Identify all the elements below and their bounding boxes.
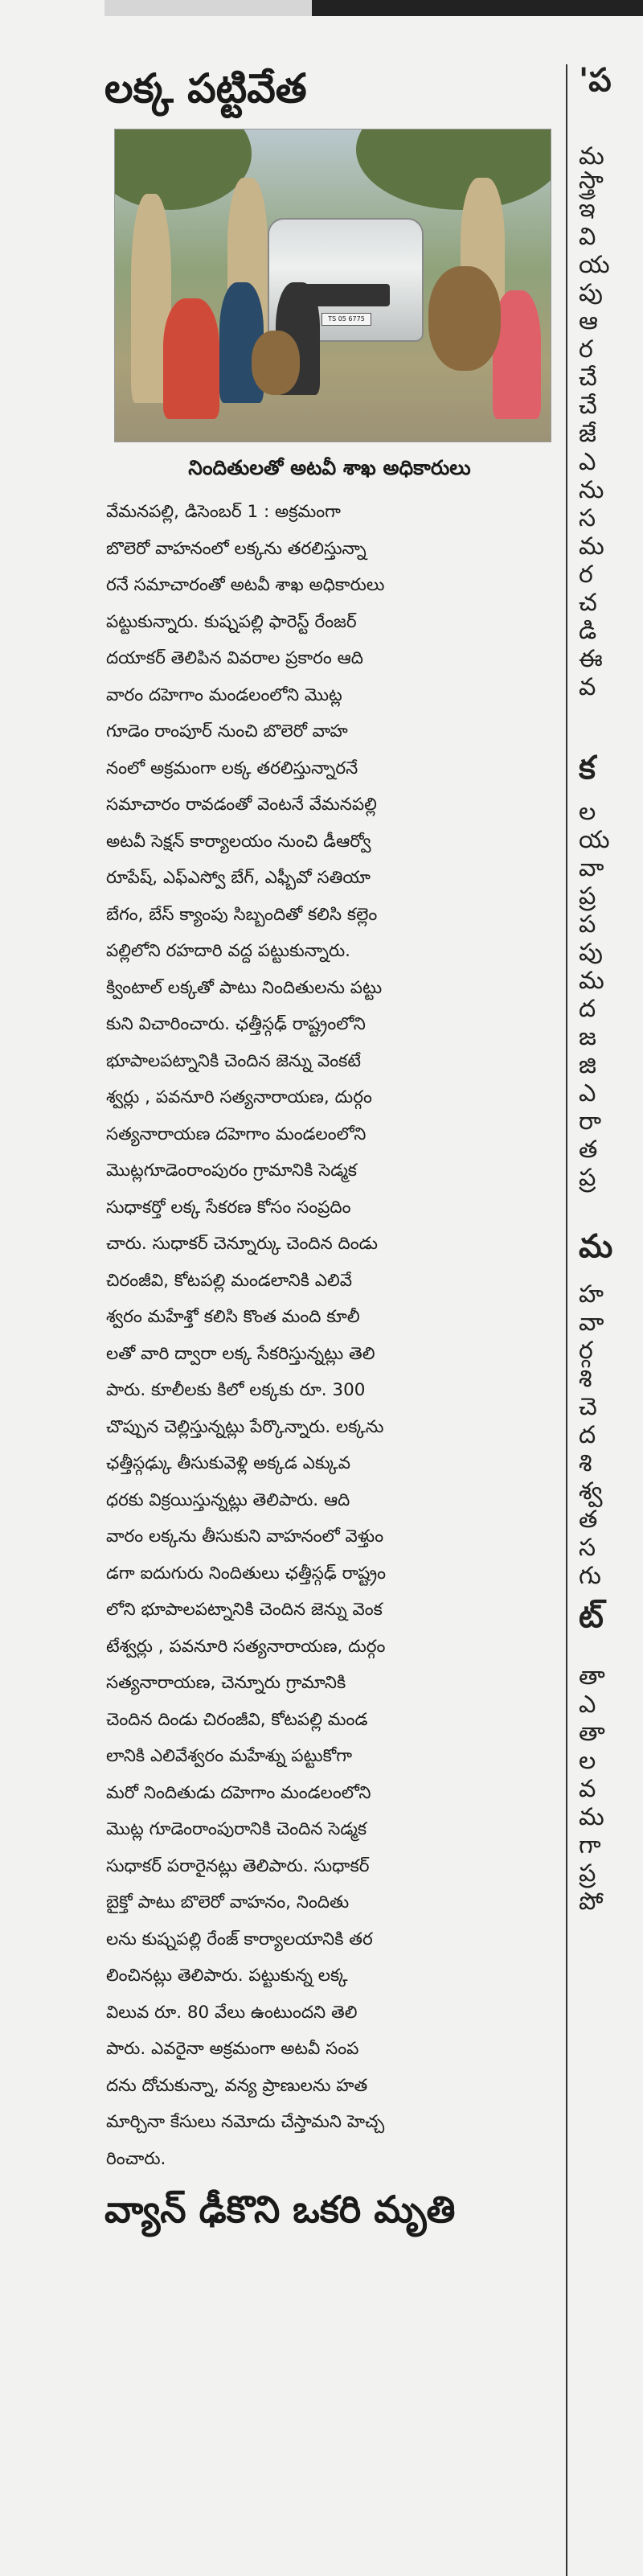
adjacent-column-fragment: ప్ర bbox=[579, 882, 596, 910]
article-body-line: లను కుష్నపల్లి రేంజ్ కార్యాలయానికి తర bbox=[106, 1929, 373, 1949]
article-body-line: శ్వర్లు , పవనూరి సత్యనారాయణ, దుర్గం bbox=[106, 1087, 372, 1107]
adjacent-column-fragment: పు bbox=[579, 279, 603, 307]
adjacent-column-fragment: వా bbox=[579, 854, 604, 882]
adjacent-column-fragment: జ bbox=[579, 1023, 596, 1051]
article-body-line: లానికి ఎలివేశ్వరం మహేశ్ను పట్టుకోగా bbox=[106, 1746, 353, 1766]
article-body-line: పట్టుకున్నారు. కుష్నపల్లి ఫారెస్ట్ రేంజర్ bbox=[106, 611, 357, 632]
adjacent-column-fragment: ఎ bbox=[579, 448, 596, 476]
adjacent-column-fragment: పు bbox=[579, 939, 603, 967]
photo-suspect bbox=[163, 298, 219, 419]
article-body-line: మార్చినా కేసులు నమోదు చేస్తామని హెచ్చ bbox=[106, 2112, 385, 2132]
article-body-line: రనే సమాచారంతో అటవీ శాఖ అధికారులు bbox=[106, 575, 385, 595]
adjacent-column-fragment: ల bbox=[579, 1747, 596, 1775]
adjacent-column-fragment: వ bbox=[579, 1775, 596, 1803]
photo-tree bbox=[356, 129, 551, 210]
photo-sack bbox=[428, 266, 501, 371]
article-body-line: డగా ఐదుగురు నిందితులు ఛత్తీస్గఢ్ రాష్ట్రం bbox=[106, 1563, 387, 1584]
article-body-line: సమాచారం రావడంతో వెంటనే వేమనపల్లి bbox=[106, 795, 377, 815]
photo-caption: నిందితులతో అటవీ శాఖ అధికారులు bbox=[188, 456, 471, 479]
adjacent-column-fragment: ద bbox=[579, 1421, 596, 1449]
adjacent-column-fragment: ప bbox=[579, 910, 596, 939]
article-body-line: టేశ్వర్లు , పవనూరి సత్యనారాయణ, దుర్గం bbox=[106, 1636, 386, 1657]
adjacent-column-fragment: తా bbox=[579, 1662, 605, 1691]
photo-tree bbox=[114, 129, 252, 210]
adjacent-column-fragment: చె bbox=[579, 1393, 597, 1421]
adjacent-column-fragment: ప్ర bbox=[579, 1164, 596, 1192]
adjacent-column-fragment: ఆ bbox=[579, 307, 598, 335]
article-body-line: లోని భూపాలపట్నానికి చెందిన జెన్ను వెంక bbox=[106, 1600, 383, 1620]
adjacent-column-fragment: ర bbox=[579, 561, 593, 589]
adjacent-column-fragment: 'ప bbox=[579, 64, 612, 99]
adjacent-column-fragment: జే bbox=[579, 420, 596, 448]
article-body-line: రూపేష్, ఎఫ్ఎస్వో బేగ్, ఎఫ్బీవో సతియా bbox=[106, 868, 371, 888]
article-body-line: లతో వారి ద్వారా లక్క సేకరిస్తున్నట్లు తెలి bbox=[106, 1343, 375, 1364]
article-headline: లక్క పట్టివేత bbox=[104, 65, 307, 112]
news-article bbox=[104, 64, 555, 2233]
adjacent-column-fragment: ఎ bbox=[579, 1691, 596, 1719]
adjacent-column-fragment: హ bbox=[579, 1280, 604, 1309]
article-body-line: రించారు. bbox=[106, 2148, 166, 2169]
adjacent-column-fragment: పో bbox=[579, 1888, 604, 1916]
adjacent-column-fragment: తా bbox=[579, 1719, 605, 1747]
adjacent-column-fragment: త bbox=[579, 1506, 598, 1534]
article-body-line: అటవీ సెక్షన్ కార్యాలయం నుంచి డీఆర్వో bbox=[106, 831, 371, 852]
article-body-line: బొలెరో వాహనంలో లక్కను తరలిస్తున్నా bbox=[106, 538, 367, 559]
adjacent-column-fragment: య bbox=[579, 251, 610, 279]
top-bar bbox=[0, 0, 643, 16]
article-body-line: నంలో అక్రమంగా లక్క తరలిస్తున్నారనే bbox=[106, 758, 358, 779]
adjacent-column-fragment: స bbox=[579, 504, 596, 532]
article-body-line: చిరంజీవి, కోటపల్లి మండలానికి ఎలివే bbox=[106, 1270, 353, 1291]
top-bar-light-segment bbox=[104, 0, 312, 16]
article-body-line: వారం దహెగాం మండలంలోని మొట్ల bbox=[106, 684, 342, 705]
adjacent-column-fragment: త bbox=[579, 1136, 598, 1164]
adjacent-column-fragment: ను bbox=[579, 476, 604, 504]
adjacent-column-fragment: మ bbox=[579, 967, 604, 995]
article-body-line: గూడెం రాంపూర్ నుంచి బొలెరో వాహ bbox=[106, 721, 348, 742]
adjacent-column-fragment: వ bbox=[579, 673, 596, 701]
article-body-line: మరో నిందితుడు దహెగాం మండలంలోని bbox=[106, 1782, 371, 1803]
adjacent-column-fragment: ట్ bbox=[579, 1598, 604, 1635]
article-body bbox=[104, 494, 555, 2177]
article-body-line: లించినట్లు తెలిపారు. పట్టుకున్న లక్క bbox=[106, 1966, 348, 1986]
adjacent-column-fragment: గా bbox=[579, 1831, 601, 1859]
article-body-line: సుధాకర్ పరారైనట్లు తెలిపారు. సుధాకర్ bbox=[106, 1855, 370, 1876]
adjacent-column-fragment: ఈ bbox=[579, 645, 603, 673]
article-body-line: విలువ రూ. 80 వేలు ఉంటుందని తెలి bbox=[106, 2002, 358, 2023]
article-body-line: మొట్ల గూడెంరాంపురానికి చెందిన సెడ్మక bbox=[106, 1819, 367, 1839]
adjacent-column-fragment: చ bbox=[579, 589, 597, 617]
column-divider bbox=[566, 64, 567, 2576]
article-body-line: సత్యనారాయణ దహెగాం మండలంలోని bbox=[106, 1124, 367, 1144]
photo-sack bbox=[252, 331, 300, 395]
adjacent-column-fragment: ఎ bbox=[579, 1079, 596, 1107]
adjacent-column-fragment: రా bbox=[579, 1107, 602, 1136]
vehicle-plate: TS 05 6775 bbox=[322, 313, 371, 326]
article-body-line: వేమనపల్లి, డిసెంబర్ 1 : అక్రమంగా bbox=[106, 502, 341, 522]
article-photo bbox=[114, 129, 551, 442]
adjacent-column-fragment: వా bbox=[579, 1309, 604, 1337]
adjacent-column-fragment: క bbox=[579, 750, 596, 787]
adjacent-column-fragment: చే bbox=[579, 392, 597, 420]
adjacent-column-fragment: మ bbox=[579, 142, 604, 171]
adjacent-column-fragment: ర bbox=[579, 335, 593, 364]
article-body-line: చెందిన దిండు చిరంజీవి, కోటపల్లి మండ bbox=[106, 1709, 368, 1730]
adjacent-column-fragment: స bbox=[579, 1534, 596, 1562]
article-body-line: ఛత్తీస్గఢ్కు తీసుకువెళ్లి అక్కడ ఎక్కువ bbox=[106, 1453, 350, 1473]
article-body-line: పల్లిలోని రహదారి వద్ద పట్టుకున్నారు. bbox=[106, 941, 350, 961]
article-body-line: చొప్పున చెల్లిస్తున్నట్లు పేర్కొన్నారు. లక్కను bbox=[106, 1416, 384, 1437]
article-body-line: పారు. కూలీలకు కిలో లక్కకు రూ. 300 bbox=[106, 1380, 366, 1400]
article-body-line: మొట్లగూడెంరాంపురం గ్రామానికి సెడ్మక bbox=[106, 1161, 357, 1181]
article-body-line: బైక్తో పాటు బొలెరో వాహనం, నిందితు bbox=[106, 1892, 350, 1912]
article-body-line: దను దోచుకున్నా, వన్య ప్రాణులను హత bbox=[106, 2075, 368, 2096]
article-body-line: శ్వరం మహేశ్తో కలిసి కొంత మంది కూలీ bbox=[106, 1307, 360, 1327]
adjacent-column-fragment: వి bbox=[579, 223, 596, 251]
adjacent-column-fragment: స్త్రా bbox=[579, 166, 604, 195]
article-body-line: పారు. ఎవరైనా అక్రమంగా అటవీ సంప bbox=[106, 2039, 359, 2059]
adjacent-column-fragment: చే bbox=[579, 364, 597, 392]
adjacent-column-fragment: శి bbox=[579, 1449, 592, 1477]
next-article-headline: వ్యాన్ ఢీకొని ఒకరి మృతి bbox=[104, 2188, 456, 2231]
adjacent-column-fragment: ర్గ bbox=[579, 1337, 593, 1365]
article-body-line: సత్యనారాయణ, చెన్నూరు గ్రామానికి bbox=[106, 1673, 346, 1693]
adjacent-column-fragment: ల bbox=[579, 798, 596, 826]
adjacent-column-fragment: ద bbox=[579, 995, 596, 1023]
article-body-line: చారు. సుధాకర్ చెన్నూర్కు చెందిన దిండు bbox=[106, 1234, 378, 1254]
article-body-line: క్వింటాల్ లక్కతో పాటు నిందితులను పట్టు bbox=[106, 977, 383, 998]
adjacent-column-fragment: గు bbox=[579, 1562, 601, 1590]
adjacent-column-fragment: శ్వ bbox=[579, 1477, 603, 1506]
adjacent-column-fragment: మ bbox=[579, 1228, 613, 1265]
adjacent-column-fragment: మ bbox=[579, 532, 604, 561]
adjacent-column-fragment: య bbox=[579, 826, 610, 854]
article-body-line: భూపాలపట్నానికి చెందిన జెన్ను వెంకటే bbox=[106, 1050, 361, 1071]
adjacent-column-fragment: ప్ర bbox=[579, 1859, 596, 1888]
article-body-line: వారం లక్కను తీసుకుని వాహనంలో వెళ్తుం bbox=[106, 1526, 384, 1547]
adjacent-column bbox=[579, 64, 643, 2576]
article-body-line: కుని విచారించారు. ఛత్తీస్గఢ్ రాష్ట్రంలోని bbox=[106, 1014, 366, 1034]
article-body-line: సుధాకర్తో లక్క సేకరణ కోసం సంప్రదిం bbox=[106, 1197, 351, 1218]
article-body-line: బేగం, బేస్ క్యాంపు సిబ్బందితో కలిసి కల్లెం bbox=[106, 904, 378, 925]
adjacent-column-fragment: జి bbox=[579, 1051, 596, 1079]
adjacent-column-fragment: శి bbox=[579, 1365, 592, 1393]
article-body-line: ధరకు విక్రయిస్తున్నట్లు తెలిపారు. ఆది bbox=[106, 1489, 350, 1510]
adjacent-column-fragment: డి bbox=[579, 617, 597, 645]
adjacent-column-fragment: ఇ bbox=[579, 195, 596, 223]
top-bar-dark-segment bbox=[312, 0, 643, 16]
adjacent-column-fragment: మ bbox=[579, 1803, 604, 1831]
article-body-line: దయాకర్ తెలిపిన వివరాల ప్రకారం ఆది bbox=[106, 648, 363, 668]
